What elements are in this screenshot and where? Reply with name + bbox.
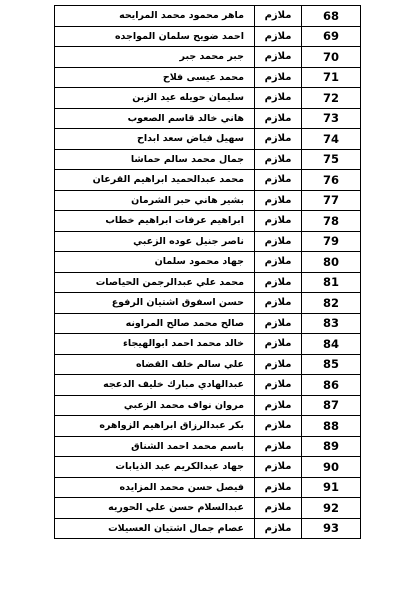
- row-number-cell: 78: [302, 211, 361, 232]
- table-row: [55, 149, 361, 170]
- row-number-cell: 81: [302, 272, 361, 293]
- rank-cell: ملازم: [255, 211, 302, 232]
- rank-cell: ملازم: [255, 170, 302, 191]
- name-cell: هاني خالد قاسم الصعوب: [55, 108, 255, 129]
- table-row: [55, 518, 361, 539]
- row-number-cell: 72: [302, 88, 361, 109]
- name-cell: خالد محمد احمد ابوالهيجاء: [55, 334, 255, 355]
- name-cell: عبدالسلام حسن علي الحوريه: [55, 498, 255, 519]
- rank-cell: ملازم: [255, 518, 302, 539]
- table-row: [55, 416, 361, 437]
- name-cell: مروان نواف محمد الزعبي: [55, 395, 255, 416]
- name-cell: جبر محمد جبر: [55, 47, 255, 68]
- name-cell: سليمان حويله عيد الزبن: [55, 88, 255, 109]
- name-cell: سهيل فياض سعد ابداح: [55, 129, 255, 150]
- rank-cell: ملازم: [255, 252, 302, 273]
- table-row: [55, 129, 361, 150]
- table-row: [55, 67, 361, 88]
- name-cell: محمد عبدالحميد ابراهيم القرعان: [55, 170, 255, 191]
- table-row: [55, 498, 361, 519]
- rank-cell: ملازم: [255, 108, 302, 129]
- name-cell: فيصل حسن محمد المزايده: [55, 477, 255, 498]
- personnel-table-body: [55, 6, 361, 539]
- name-cell: محمد علي عبدالرجمن الحياصات: [55, 272, 255, 293]
- rank-cell: ملازم: [255, 47, 302, 68]
- personnel-table: [54, 5, 361, 539]
- table-row: [55, 231, 361, 252]
- table-row: [55, 211, 361, 232]
- rank-cell: ملازم: [255, 313, 302, 334]
- table-row: [55, 334, 361, 355]
- rank-cell: ملازم: [255, 6, 302, 27]
- row-number-cell: 83: [302, 313, 361, 334]
- row-number-cell: 79: [302, 231, 361, 252]
- rank-cell: ملازم: [255, 26, 302, 47]
- rank-cell: ملازم: [255, 498, 302, 519]
- row-number-cell: 74: [302, 129, 361, 150]
- rank-cell: ملازم: [255, 129, 302, 150]
- name-cell: بكر عبدالرزاق ابراهيم الزواهره: [55, 416, 255, 437]
- row-number-cell: 80: [302, 252, 361, 273]
- rank-cell: ملازم: [255, 272, 302, 293]
- name-cell: محمد عيسى فلاح: [55, 67, 255, 88]
- row-number-cell: 76: [302, 170, 361, 191]
- row-number-cell: 82: [302, 293, 361, 314]
- name-cell: احمد ضويح سلمان المواجده: [55, 26, 255, 47]
- table-row: [55, 313, 361, 334]
- name-cell: ماهر محمود محمد المرايحه: [55, 6, 255, 27]
- rank-cell: ملازم: [255, 334, 302, 355]
- row-number-cell: 88: [302, 416, 361, 437]
- row-number-cell: 71: [302, 67, 361, 88]
- name-cell: علي سالم خلف القضاه: [55, 354, 255, 375]
- row-number-cell: 69: [302, 26, 361, 47]
- table-row: [55, 108, 361, 129]
- rank-cell: ملازم: [255, 190, 302, 211]
- rank-cell: ملازم: [255, 149, 302, 170]
- name-cell: باسم محمد احمد الشناق: [55, 436, 255, 457]
- table-row: [55, 354, 361, 375]
- rank-cell: ملازم: [255, 416, 302, 437]
- table-row: [55, 170, 361, 191]
- table-row: [55, 395, 361, 416]
- rank-cell: ملازم: [255, 436, 302, 457]
- row-number-cell: 85: [302, 354, 361, 375]
- table-row: [55, 375, 361, 396]
- row-number-cell: 73: [302, 108, 361, 129]
- table-row: [55, 272, 361, 293]
- rank-cell: ملازم: [255, 477, 302, 498]
- name-cell: جهاد عبدالكريم عبد الذيابات: [55, 457, 255, 478]
- table-row: [55, 293, 361, 314]
- table-row: [55, 26, 361, 47]
- rank-cell: ملازم: [255, 231, 302, 252]
- row-number-cell: 86: [302, 375, 361, 396]
- name-cell: ناصر جنيل عوده الزعبي: [55, 231, 255, 252]
- name-cell: صالح محمد صالح المراونه: [55, 313, 255, 334]
- rank-cell: ملازم: [255, 67, 302, 88]
- table-row: [55, 457, 361, 478]
- name-cell: ابراهيم عرفات ابراهيم خطاب: [55, 211, 255, 232]
- row-number-cell: 90: [302, 457, 361, 478]
- row-number-cell: 70: [302, 47, 361, 68]
- row-number-cell: 68: [302, 6, 361, 27]
- table-row: [55, 477, 361, 498]
- name-cell: جهاد محمود سلمان: [55, 252, 255, 273]
- name-cell: حسن اسفوق اشتيان الرفوع: [55, 293, 255, 314]
- name-cell: عصام جمال اشتيان العسيلات: [55, 518, 255, 539]
- row-number-cell: 92: [302, 498, 361, 519]
- table-row: [55, 88, 361, 109]
- name-cell: بشير هاني حبر الشرمان: [55, 190, 255, 211]
- table-row: [55, 190, 361, 211]
- rank-cell: ملازم: [255, 457, 302, 478]
- table-row: [55, 6, 361, 27]
- row-number-cell: 91: [302, 477, 361, 498]
- row-number-cell: 89: [302, 436, 361, 457]
- row-number-cell: 75: [302, 149, 361, 170]
- name-cell: عبدالهادي مبارك خليف الدعجه: [55, 375, 255, 396]
- rank-cell: ملازم: [255, 354, 302, 375]
- table-row: [55, 436, 361, 457]
- row-number-cell: 87: [302, 395, 361, 416]
- row-number-cell: 84: [302, 334, 361, 355]
- rank-cell: ملازم: [255, 395, 302, 416]
- rank-cell: ملازم: [255, 88, 302, 109]
- rank-cell: ملازم: [255, 375, 302, 396]
- table-row: [55, 47, 361, 68]
- name-cell: جمال محمد سالم حماشا: [55, 149, 255, 170]
- row-number-cell: 77: [302, 190, 361, 211]
- rank-cell: ملازم: [255, 293, 302, 314]
- table-row: [55, 252, 361, 273]
- row-number-cell: 93: [302, 518, 361, 539]
